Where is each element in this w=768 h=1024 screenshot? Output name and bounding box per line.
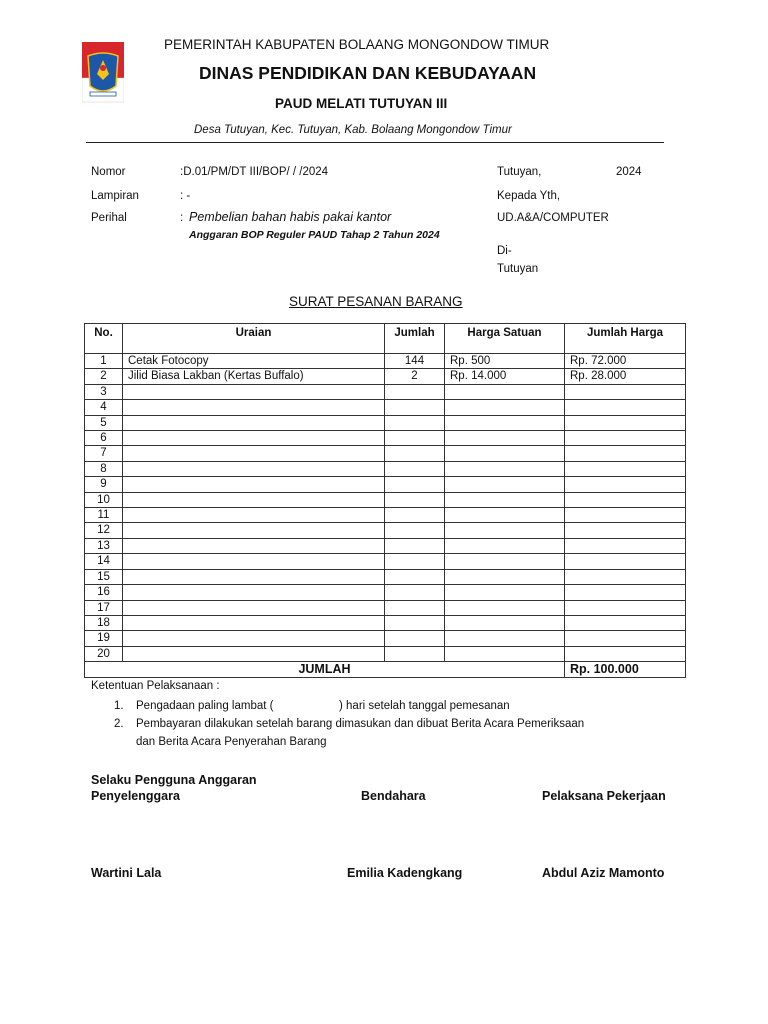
cell-jumlah — [385, 508, 445, 523]
table-row — [85, 600, 686, 615]
cell-jumlah — [385, 415, 445, 430]
school-address: Desa Tutuyan, Kec. Tutuyan, Kab. Bolaang Mongondow Timur — [194, 124, 512, 136]
total-row — [85, 662, 686, 677]
table-row — [85, 508, 686, 523]
cell-jumlah-harga — [565, 646, 686, 661]
col-header-harga-satuan: Harga Satuan — [445, 324, 565, 354]
cell-jumlah — [385, 646, 445, 661]
cell-no: 1 — [85, 354, 123, 369]
cell-jumlah — [385, 492, 445, 507]
cell-harga-satuan — [445, 615, 565, 630]
table-row — [85, 415, 686, 430]
table-row — [85, 615, 686, 630]
cell-harga-satuan — [445, 384, 565, 399]
table-row — [85, 446, 686, 461]
signer-2-name: Emilia Kadengkang — [347, 866, 463, 880]
col-header-no: No. — [85, 324, 123, 354]
cell-uraian — [123, 569, 385, 584]
cell-uraian — [123, 631, 385, 646]
col-header-uraian: Uraian — [123, 324, 385, 354]
cell-no: 16 — [85, 585, 123, 600]
table-row — [85, 461, 686, 476]
cell-jumlah-harga — [565, 631, 686, 646]
nomor-label: Nomor — [91, 166, 126, 178]
order-table — [84, 323, 686, 678]
cell-jumlah — [385, 538, 445, 553]
cell-no: 15 — [85, 569, 123, 584]
cell-jumlah-harga — [565, 538, 686, 553]
cell-jumlah-harga — [565, 446, 686, 461]
cell-jumlah — [385, 585, 445, 600]
regency-logo — [82, 42, 124, 114]
col-header-jumlah-harga: Jumlah Harga — [565, 324, 686, 354]
signer-1-role-line-1: Selaku Pengguna Anggaran — [91, 773, 257, 787]
cell-uraian — [123, 554, 385, 569]
letter-year: 2024 — [616, 166, 642, 178]
signer-3-name: Abdul Aziz Mamonto — [542, 866, 665, 880]
term-1-number: 1. — [114, 700, 124, 712]
cell-uraian: Cetak Fotocopy — [123, 354, 385, 369]
cell-no: 4 — [85, 400, 123, 415]
cell-uraian — [123, 446, 385, 461]
cell-jumlah — [385, 384, 445, 399]
cell-harga-satuan — [445, 400, 565, 415]
table-row — [85, 554, 686, 569]
cell-jumlah-harga — [565, 492, 686, 507]
term-2-line-1: Pembayaran dilakukan setelah barang dimasukan dan dibuat Berita Acara Pemeriksaan — [136, 718, 585, 730]
header-divider — [86, 142, 664, 143]
cell-uraian — [123, 477, 385, 492]
signer-3-role: Pelaksana Pekerjaan — [542, 789, 666, 803]
cell-no: 7 — [85, 446, 123, 461]
table-header-row — [85, 324, 686, 354]
total-value: Rp. 100.000 — [565, 662, 686, 677]
cell-jumlah — [385, 600, 445, 615]
cell-no: 17 — [85, 600, 123, 615]
cell-no: 12 — [85, 523, 123, 538]
nomor-value: :D.01/PM/DT III/BOP/ / /2024 — [180, 166, 329, 178]
table-row — [85, 431, 686, 446]
recipient-name: UD.A&A/COMPUTER — [497, 212, 609, 224]
cell-jumlah — [385, 431, 445, 446]
cell-jumlah-harga — [565, 400, 686, 415]
cell-harga-satuan: Rp. 500 — [445, 354, 565, 369]
cell-no: 14 — [85, 554, 123, 569]
recipient-di: Di- — [497, 245, 512, 257]
cell-jumlah-harga — [565, 384, 686, 399]
cell-jumlah — [385, 446, 445, 461]
cell-harga-satuan — [445, 538, 565, 553]
cell-uraian — [123, 384, 385, 399]
cell-uraian: Jilid Biasa Lakban (Kertas Buffalo) — [123, 369, 385, 384]
cell-jumlah-harga — [565, 415, 686, 430]
cell-no: 2 — [85, 369, 123, 384]
cell-jumlah-harga — [565, 615, 686, 630]
cell-jumlah — [385, 477, 445, 492]
col-header-jumlah: Jumlah — [385, 324, 445, 354]
cell-jumlah — [385, 554, 445, 569]
cell-uraian — [123, 585, 385, 600]
total-label: JUMLAH — [85, 662, 565, 677]
term-1-text-b: ) hari setelah tanggal pemesanan — [339, 700, 510, 712]
cell-harga-satuan: Rp. 14.000 — [445, 369, 565, 384]
cell-uraian — [123, 492, 385, 507]
signer-2-role: Bendahara — [361, 789, 426, 803]
table-row — [85, 585, 686, 600]
cell-uraian — [123, 523, 385, 538]
cell-harga-satuan — [445, 569, 565, 584]
cell-no: 18 — [85, 615, 123, 630]
government-name: PEMERINTAH KABUPATEN BOLAANG MONGONDOW TIMUR — [164, 37, 550, 52]
cell-no: 5 — [85, 415, 123, 430]
cell-no: 13 — [85, 538, 123, 553]
cell-uraian — [123, 461, 385, 476]
cell-harga-satuan — [445, 431, 565, 446]
table-row — [85, 646, 686, 661]
lampiran-label: Lampiran — [91, 190, 139, 202]
cell-no: 3 — [85, 384, 123, 399]
cell-uraian — [123, 415, 385, 430]
cell-jumlah — [385, 569, 445, 584]
cell-harga-satuan — [445, 523, 565, 538]
letter-place: Tutuyan, — [497, 166, 542, 178]
table-row — [85, 523, 686, 538]
cell-jumlah-harga — [565, 600, 686, 615]
cell-harga-satuan — [445, 585, 565, 600]
school-name: PAUD MELATI TUTUYAN III — [275, 96, 448, 111]
perihal-label: Perihal — [91, 212, 127, 224]
perihal-value: Pembelian bahan habis pakai kantor — [189, 210, 392, 224]
terms-heading: Ketentuan Pelaksanaan : — [91, 680, 220, 692]
perihal-colon: : — [180, 212, 184, 224]
cell-jumlah — [385, 631, 445, 646]
perihal-subtitle: Anggaran BOP Reguler PAUD Tahap 2 Tahun 2024 — [189, 229, 440, 241]
cell-no: 19 — [85, 631, 123, 646]
cell-jumlah: 2 — [385, 369, 445, 384]
table-row — [85, 369, 686, 384]
term-2-number: 2. — [114, 718, 124, 730]
table-row — [85, 354, 686, 369]
lampiran-value: : - — [180, 190, 191, 202]
cell-no: 8 — [85, 461, 123, 476]
recipient-city: Tutuyan — [497, 263, 539, 275]
table-row — [85, 400, 686, 415]
cell-harga-satuan — [445, 477, 565, 492]
cell-no: 20 — [85, 646, 123, 661]
table-row — [85, 569, 686, 584]
cell-no: 9 — [85, 477, 123, 492]
table-row — [85, 631, 686, 646]
cell-jumlah: 144 — [385, 354, 445, 369]
cell-harga-satuan — [445, 646, 565, 661]
cell-jumlah — [385, 615, 445, 630]
cell-harga-satuan — [445, 415, 565, 430]
cell-harga-satuan — [445, 461, 565, 476]
kepada-yth: Kepada Yth, — [497, 190, 561, 202]
cell-harga-satuan — [445, 492, 565, 507]
table-row — [85, 538, 686, 553]
cell-jumlah-harga: Rp. 72.000 — [565, 354, 686, 369]
cell-jumlah-harga — [565, 431, 686, 446]
cell-jumlah-harga — [565, 554, 686, 569]
cell-harga-satuan — [445, 508, 565, 523]
cell-harga-satuan — [445, 631, 565, 646]
cell-jumlah — [385, 461, 445, 476]
cell-jumlah-harga — [565, 477, 686, 492]
table-row — [85, 492, 686, 507]
cell-uraian — [123, 646, 385, 661]
cell-harga-satuan — [445, 600, 565, 615]
cell-uraian — [123, 508, 385, 523]
cell-uraian — [123, 431, 385, 446]
cell-jumlah-harga — [565, 569, 686, 584]
cell-jumlah — [385, 400, 445, 415]
signer-1-name: Wartini Lala — [91, 866, 162, 880]
cell-jumlah-harga — [565, 508, 686, 523]
cell-jumlah — [385, 523, 445, 538]
cell-jumlah-harga: Rp. 28.000 — [565, 369, 686, 384]
cell-no: 10 — [85, 492, 123, 507]
cell-uraian — [123, 538, 385, 553]
cell-harga-satuan — [445, 446, 565, 461]
cell-jumlah-harga — [565, 523, 686, 538]
cell-jumlah-harga — [565, 461, 686, 476]
cell-harga-satuan — [445, 554, 565, 569]
cell-uraian — [123, 400, 385, 415]
department-name: DINAS PENDIDIKAN DAN KEBUDAYAAN — [199, 63, 537, 83]
cell-jumlah-harga — [565, 585, 686, 600]
term-1-text-a: Pengadaan paling lambat ( — [136, 700, 274, 712]
cell-no: 6 — [85, 431, 123, 446]
term-2-line-2: dan Berita Acara Penyerahan Barang — [136, 736, 327, 748]
table-row — [85, 477, 686, 492]
cell-no: 11 — [85, 508, 123, 523]
cell-uraian — [123, 615, 385, 630]
table-row — [85, 384, 686, 399]
signer-1-role-line-2: Penyelenggara — [91, 789, 180, 803]
cell-uraian — [123, 600, 385, 615]
document-title: SURAT PESANAN BARANG — [289, 294, 463, 309]
